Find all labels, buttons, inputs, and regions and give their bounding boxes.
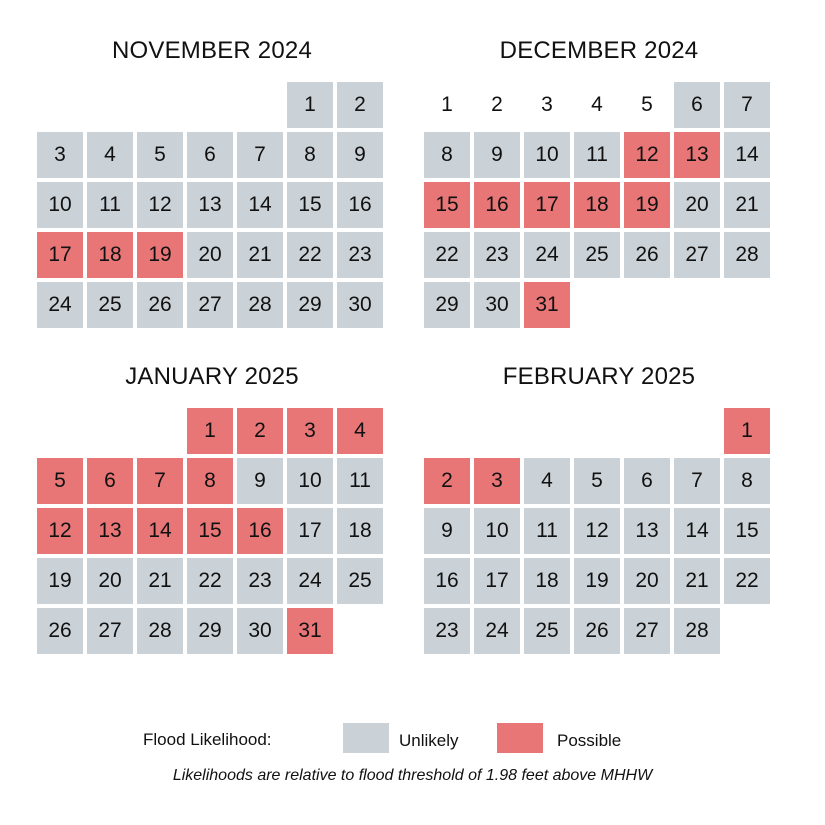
day-cell-22: 22 bbox=[187, 558, 233, 604]
day-cell-28: 28 bbox=[237, 282, 283, 328]
day-cell-26: 26 bbox=[37, 608, 83, 654]
day-cell-19: 19 bbox=[137, 232, 183, 278]
day-cell-19: 19 bbox=[624, 182, 670, 228]
day-cell-14: 14 bbox=[724, 132, 770, 178]
calendar-december-2024 bbox=[424, 37, 774, 337]
day-cell-9: 9 bbox=[474, 132, 520, 178]
day-cell-27: 27 bbox=[674, 232, 720, 278]
day-cell-14: 14 bbox=[137, 508, 183, 554]
day-cell-7: 7 bbox=[237, 132, 283, 178]
day-cell-26: 26 bbox=[574, 608, 620, 654]
day-cell-29: 29 bbox=[424, 282, 470, 328]
day-cell-25: 25 bbox=[574, 232, 620, 278]
day-cell-1: 1 bbox=[287, 82, 333, 128]
day-cell-11: 11 bbox=[574, 132, 620, 178]
day-cell-21: 21 bbox=[137, 558, 183, 604]
day-cell-20: 20 bbox=[624, 558, 670, 604]
day-grid bbox=[37, 82, 387, 332]
day-cell-2: 2 bbox=[491, 93, 503, 116]
day-cell-16: 16 bbox=[337, 182, 383, 228]
day-cell-30: 30 bbox=[474, 282, 520, 328]
calendar-january-2025 bbox=[37, 363, 387, 663]
day-cell-5: 5 bbox=[574, 458, 620, 504]
day-cell-8: 8 bbox=[287, 132, 333, 178]
day-cell-18: 18 bbox=[87, 232, 133, 278]
day-cell-22: 22 bbox=[287, 232, 333, 278]
day-cell-29: 29 bbox=[287, 282, 333, 328]
day-cell-22: 22 bbox=[724, 558, 770, 604]
day-cell-1: 1 bbox=[441, 93, 453, 116]
day-cell-4: 4 bbox=[524, 458, 570, 504]
day-cell-14: 14 bbox=[674, 508, 720, 554]
day-cell-15: 15 bbox=[287, 182, 333, 228]
day-cell-18: 18 bbox=[524, 558, 570, 604]
day-cell-23: 23 bbox=[237, 558, 283, 604]
legend-swatch-unlikely bbox=[343, 723, 389, 753]
day-cell-6: 6 bbox=[187, 132, 233, 178]
day-cell-12: 12 bbox=[574, 508, 620, 554]
day-cell-17: 17 bbox=[524, 182, 570, 228]
day-cell-2: 2 bbox=[337, 82, 383, 128]
month-title: DECEMBER 2024 bbox=[499, 37, 699, 64]
day-cell-27: 27 bbox=[87, 608, 133, 654]
threshold-note: Likelihoods are relative to flood threshold of 1.98 feet above MHHW bbox=[172, 767, 653, 784]
day-grid bbox=[424, 408, 774, 658]
day-cell-22: 22 bbox=[424, 232, 470, 278]
month-title: NOVEMBER 2024 bbox=[111, 37, 312, 64]
day-cell-23: 23 bbox=[424, 608, 470, 654]
day-cell-3: 3 bbox=[287, 408, 333, 454]
day-cell-18: 18 bbox=[337, 508, 383, 554]
day-cell-2: 2 bbox=[424, 458, 470, 504]
day-cell-10: 10 bbox=[474, 508, 520, 554]
day-cell-21: 21 bbox=[724, 182, 770, 228]
day-grid bbox=[424, 82, 774, 332]
day-cell-26: 26 bbox=[624, 232, 670, 278]
legend-text-possible: Possible bbox=[557, 731, 622, 750]
day-cell-6: 6 bbox=[87, 458, 133, 504]
day-cell-24: 24 bbox=[37, 282, 83, 328]
day-cell-28: 28 bbox=[137, 608, 183, 654]
day-cell-24: 24 bbox=[287, 558, 333, 604]
day-cell-7: 7 bbox=[674, 458, 720, 504]
day-cell-28: 28 bbox=[674, 608, 720, 654]
day-cell-25: 25 bbox=[524, 608, 570, 654]
day-cell-13: 13 bbox=[187, 182, 233, 228]
day-cell-4: 4 bbox=[87, 132, 133, 178]
day-cell-21: 21 bbox=[237, 232, 283, 278]
day-cell-7: 7 bbox=[137, 458, 183, 504]
day-cell-9: 9 bbox=[337, 132, 383, 178]
day-cell-16: 16 bbox=[474, 182, 520, 228]
day-cell-20: 20 bbox=[187, 232, 233, 278]
day-cell-4: 4 bbox=[591, 93, 603, 116]
day-cell-30: 30 bbox=[337, 282, 383, 328]
legend-label: Flood Likelihood: bbox=[143, 730, 272, 749]
day-cell-9: 9 bbox=[424, 508, 470, 554]
day-cell-7: 7 bbox=[724, 82, 770, 128]
legend bbox=[0, 720, 825, 760]
day-cell-8: 8 bbox=[424, 132, 470, 178]
day-cell-5: 5 bbox=[37, 458, 83, 504]
day-cell-24: 24 bbox=[524, 232, 570, 278]
day-cell-1: 1 bbox=[187, 408, 233, 454]
day-cell-15: 15 bbox=[187, 508, 233, 554]
day-cell-17: 17 bbox=[474, 558, 520, 604]
day-cell-21: 21 bbox=[674, 558, 720, 604]
day-cell-2: 2 bbox=[237, 408, 283, 454]
day-cell-5: 5 bbox=[641, 93, 653, 116]
day-cell-12: 12 bbox=[37, 508, 83, 554]
day-cell-15: 15 bbox=[724, 508, 770, 554]
day-cell-10: 10 bbox=[287, 458, 333, 504]
day-cell-12: 12 bbox=[137, 182, 183, 228]
day-cell-6: 6 bbox=[674, 82, 720, 128]
day-cell-25: 25 bbox=[87, 282, 133, 328]
day-cell-8: 8 bbox=[724, 458, 770, 504]
day-cell-15: 15 bbox=[424, 182, 470, 228]
day-cell-26: 26 bbox=[137, 282, 183, 328]
day-cell-4: 4 bbox=[337, 408, 383, 454]
day-cell-13: 13 bbox=[624, 508, 670, 554]
day-cell-18: 18 bbox=[574, 182, 620, 228]
legend-swatch-possible bbox=[497, 723, 543, 753]
day-cell-17: 17 bbox=[37, 232, 83, 278]
day-cell-23: 23 bbox=[474, 232, 520, 278]
day-cell-27: 27 bbox=[187, 282, 233, 328]
day-cell-3: 3 bbox=[37, 132, 83, 178]
day-cell-29: 29 bbox=[187, 608, 233, 654]
day-cell-19: 19 bbox=[37, 558, 83, 604]
calendar-february-2025 bbox=[424, 363, 774, 663]
day-cell-16: 16 bbox=[424, 558, 470, 604]
day-cell-11: 11 bbox=[524, 508, 570, 554]
day-cell-28: 28 bbox=[724, 232, 770, 278]
day-cell-20: 20 bbox=[674, 182, 720, 228]
day-cell-3: 3 bbox=[541, 93, 553, 116]
day-cell-23: 23 bbox=[337, 232, 383, 278]
day-cell-10: 10 bbox=[37, 182, 83, 228]
day-cell-1: 1 bbox=[724, 408, 770, 454]
day-cell-27: 27 bbox=[624, 608, 670, 654]
day-cell-31: 31 bbox=[287, 608, 333, 654]
day-cell-6: 6 bbox=[624, 458, 670, 504]
day-cell-12: 12 bbox=[624, 132, 670, 178]
day-cell-17: 17 bbox=[287, 508, 333, 554]
day-cell-8: 8 bbox=[187, 458, 233, 504]
day-cell-20: 20 bbox=[87, 558, 133, 604]
day-cell-11: 11 bbox=[87, 182, 133, 228]
day-cell-25: 25 bbox=[337, 558, 383, 604]
day-cell-30: 30 bbox=[237, 608, 283, 654]
day-cell-3: 3 bbox=[474, 458, 520, 504]
month-title: JANUARY 2025 bbox=[125, 363, 299, 390]
day-cell-9: 9 bbox=[237, 458, 283, 504]
legend-text-unlikely: Unlikely bbox=[399, 731, 459, 750]
calendar-november-2024 bbox=[37, 37, 387, 337]
day-cell-19: 19 bbox=[574, 558, 620, 604]
day-cell-5: 5 bbox=[137, 132, 183, 178]
day-grid bbox=[37, 408, 387, 658]
day-cell-10: 10 bbox=[524, 132, 570, 178]
day-cell-31: 31 bbox=[524, 282, 570, 328]
day-cell-13: 13 bbox=[87, 508, 133, 554]
day-cell-11: 11 bbox=[337, 458, 383, 504]
day-cell-13: 13 bbox=[674, 132, 720, 178]
day-cell-24: 24 bbox=[474, 608, 520, 654]
month-title: FEBRUARY 2025 bbox=[502, 363, 696, 390]
day-cell-14: 14 bbox=[237, 182, 283, 228]
day-cell-16: 16 bbox=[237, 508, 283, 554]
